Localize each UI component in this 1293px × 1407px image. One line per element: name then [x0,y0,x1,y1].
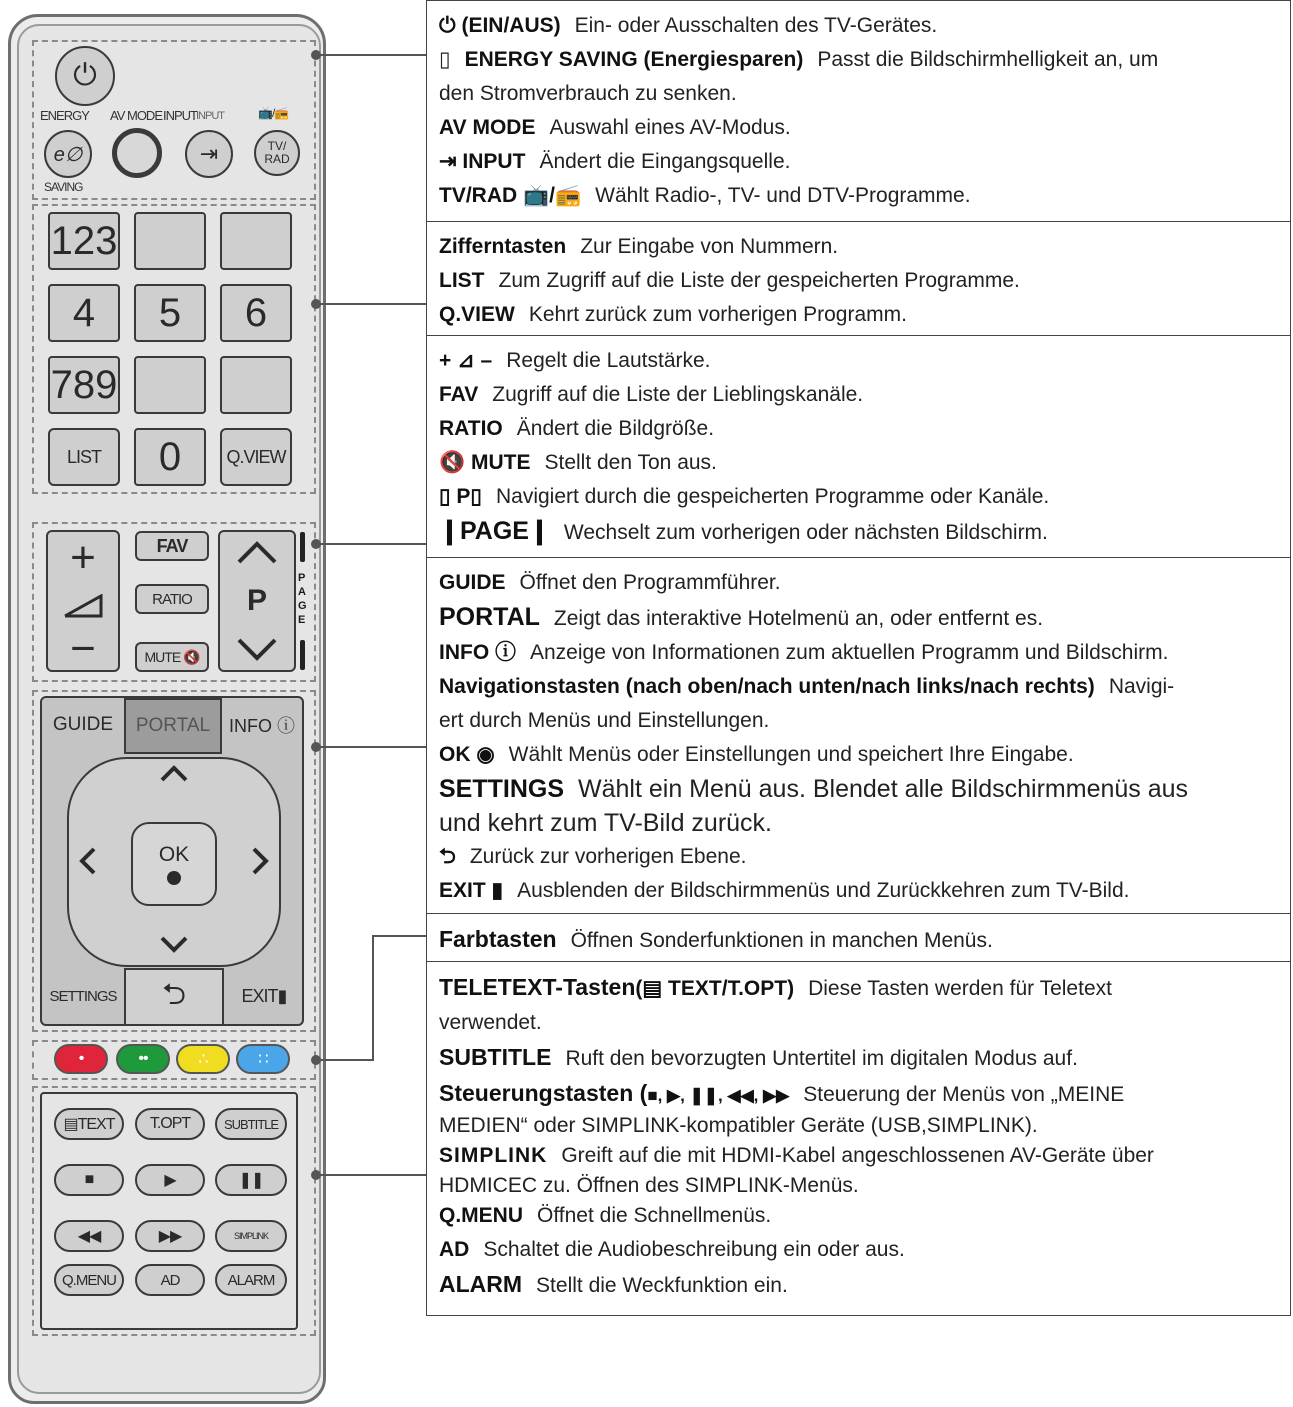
text-fav: Zugriff auf die Liste der Lieblingskanäle. [492,383,864,406]
program-rocker[interactable] [218,530,296,672]
key-back: ⮌ [439,845,456,868]
volume-plus-icon: + [70,533,96,582]
key-settings: SETTINGS [439,775,565,803]
fav-button[interactable]: FAV [135,531,209,561]
desc-input [439,145,1278,179]
desc-av-mode [439,111,1278,145]
key-power: ⏻ (EIN/AUS) [439,14,561,37]
connector-line-1 [318,54,426,56]
portal-button[interactable]: PORTAL [124,698,222,754]
chevron-up-icon [235,540,279,564]
digit-key-2[interactable] [134,212,206,270]
p-label: P [246,584,267,617]
section-volume [427,336,1290,558]
input-button[interactable]: ⇥ [185,130,233,178]
ratio-button[interactable]: RATIO [135,584,209,614]
desc-q-view [439,298,1278,332]
text-ratio: Ändert die Bildgröße. [516,417,715,440]
connector-line-3 [318,543,426,545]
nav-down-icon[interactable] [158,934,190,956]
desc-simplink-cont [439,1173,1278,1199]
text-av-mode: Auswahl eines AV-Modus. [549,116,791,139]
ok-button[interactable] [131,822,217,906]
text-mute: Stellt den Ton aus. [544,451,717,474]
rewind-button[interactable]: ◀◀ [54,1220,124,1252]
desc-ok [439,738,1278,772]
desc-ratio [439,412,1278,446]
key-fav: FAV [439,383,479,406]
key-teletext-sub: (▤ TEXT/T.OPT) [635,977,795,1000]
text-teletext: Diese Tasten werden für Teletext [808,977,1112,1000]
key-subtitle: SUBTITLE [439,1044,552,1070]
section-colors [427,914,1290,962]
page-letter-p: P [298,572,306,584]
text-control: Steuerung der Menüs von „MEINE [803,1083,1125,1106]
text-portal: Zeigt das interaktive Hotelmenü an, oder entfernt es. [553,607,1044,630]
text-digits: Zur Eingabe von Nummern. [580,235,839,258]
text-ad: Schaltet die Audiobeschreibung ein oder aus. [483,1238,905,1261]
key-info: INFO ⓘ [439,641,516,664]
q-menu-button[interactable]: Q.MENU [54,1264,124,1296]
text-simplink-cont: HDMICEC zu. Öffnen des SIMPLINK-Menüs. [439,1174,859,1197]
key-alarm: ALARM [439,1271,523,1297]
section-navigation [427,558,1290,914]
text-teletext-cont: verwendet. [439,1011,542,1034]
text-settings-cont: und kehrt zum TV-Bild zurück. [439,809,773,837]
control-icons: ■, ▶, ❚❚, ◀◀, ▶▶ [647,1086,790,1105]
subtitle-button[interactable]: SUBTITLE [215,1108,287,1140]
volume-icon [63,594,103,618]
key-page: ❙PAGE❙ [439,517,550,545]
text-control-cont: MEDIEN“ oder SIMPLINK-kompatibler Geräte (USB,SIMPLINK). [439,1114,1038,1137]
mute-button[interactable]: MUTE 🔇 [135,642,209,672]
nav-left-icon[interactable] [76,845,98,877]
desc-portal [439,600,1278,636]
key-ad: AD [439,1238,470,1261]
av-mode-label: AV MODE [110,108,162,123]
digit-key-3[interactable] [220,212,292,270]
key-teletext: TELETEXT-Tasten [439,974,636,1000]
section-numbers [427,222,1290,336]
desc-digits [439,230,1278,264]
desc-teletext-cont [439,1006,1278,1040]
desc-control-cont [439,1113,1278,1139]
key-portal: PORTAL [439,603,540,631]
page-letter-e: E [298,614,306,626]
text-q-menu: Öffnet die Schnellmenüs. [537,1204,772,1227]
digit-key-5[interactable]: 5 [134,284,206,342]
simplink-button[interactable]: SIMPLINK [215,1220,287,1252]
digit-key-1[interactable]: 123 [48,212,120,270]
desc-program [439,480,1278,514]
desc-exit [439,874,1278,908]
back-button[interactable]: ⮌ [126,968,224,1024]
nav-up-icon[interactable] [158,762,190,784]
saving-label: SAVING [44,180,83,194]
desc-ad [439,1233,1278,1267]
desc-settings-cont [439,806,1278,840]
t-opt-button[interactable]: T.OPT [135,1108,205,1140]
settings-button[interactable]: SETTINGS [42,968,126,1024]
page-button[interactable] [298,532,314,672]
text-alarm: Stellt die Weckfunktion ein. [536,1274,788,1297]
desc-teletext [439,970,1278,1006]
text-settings: Wählt ein Menü aus. Blendet alle Bildschirmmenüs aus [578,775,1189,803]
pause-button[interactable]: ❚❚ [215,1164,287,1196]
text-volume: Regelt die Lautstärke. [506,349,711,372]
text-back: Zurück zur vorherigen Ebene. [469,845,747,868]
desc-nav-keys-cont [439,704,1278,738]
desc-page [439,514,1278,550]
page-letter-g: G [298,600,307,612]
digit-key-6[interactable]: 6 [220,284,292,342]
digit-key-7[interactable]: 789 [48,356,120,414]
digit-key-0[interactable]: 0 [134,428,206,486]
text-program: Navigiert durch die gespeicherten Programme oder Kanäle. [495,485,1050,508]
stop-button[interactable]: ■ [54,1164,124,1196]
key-energy: ENERGY SAVING (Energiesparen) [464,48,804,71]
text-guide: Öffnet den Programmführer. [519,571,781,594]
desc-list [439,264,1278,298]
exit-button[interactable]: EXIT▮ [241,985,287,1006]
energy-label: ENERGY [40,108,89,123]
digit-key-9[interactable] [220,356,292,414]
text-info: Anzeige von Informationen zum aktuellen Programm und Bildschirm. [530,641,1169,664]
desc-fav [439,378,1278,412]
desc-alarm [439,1267,1278,1303]
yellow-button[interactable]: ∴ [176,1044,230,1074]
desc-info [439,636,1278,670]
ok-dot-icon [167,871,181,885]
key-digits: Zifferntasten [439,235,567,258]
ok-label: OK [158,843,190,866]
text-button[interactable]: ▤TEXT [54,1108,124,1140]
text-input: Ändert die Eingangsquelle. [539,150,791,173]
description-table [426,0,1291,1316]
desc-energy-cont [439,77,1278,111]
q-view-button[interactable]: Q.VIEW [220,428,292,486]
page-bar-bottom [300,640,305,670]
digit-key-8[interactable] [134,356,206,414]
green-button[interactable]: •• [116,1044,170,1074]
desc-simplink [439,1139,1278,1173]
energy-icon: ▯ [439,48,451,71]
connector-line-5b [372,935,374,1061]
key-av-mode: AV MODE [439,116,536,139]
key-simplink: SIMPLINK [439,1144,548,1167]
text-power: Ein- oder Ausschalten des TV-Gerätes. [574,14,938,37]
connector-line-2 [318,303,426,305]
volume-minus-icon: − [70,624,96,673]
input-label-b: INPUT [196,110,224,122]
key-exit: EXIT ▮ [439,879,504,902]
connector-line-6 [318,1174,426,1176]
text-page: Wechselt zum vorherigen oder nächsten Bildschirm. [563,521,1048,544]
key-control: Steuerungstasten ( [439,1080,648,1106]
power-button[interactable]: ⏻ [55,46,115,106]
desc-power [439,9,1278,43]
key-input: ⇥ INPUT [439,150,526,173]
text-list: Zum Zugriff auf die Liste der gespeicherten Programme. [498,269,1020,292]
page-letter-a: A [298,586,306,598]
chevron-down-icon [235,638,279,662]
text-subtitle: Ruft den bevorzugten Untertitel im digitalen Modus auf. [565,1047,1078,1070]
section-power [427,0,1290,222]
text-nav-keys-cont: ert durch Menüs und Einstellungen. [439,709,770,732]
key-mute: 🔇 MUTE [439,451,531,474]
key-colors: Farbtasten [439,926,557,952]
alarm-button[interactable]: ALARM [215,1264,287,1296]
key-volume: + ⊿ – [439,349,493,372]
text-simplink: Greift auf die mit HDMI-Kabel angeschlossenen AV-Geräte über [561,1144,1154,1167]
energy-saving-button[interactable]: e∅ [44,130,92,178]
text-nav-keys: Navigi- [1108,675,1175,698]
text-ok: Wählt Menüs oder Einstellungen und speichert Ihre Eingabe. [508,743,1074,766]
desc-q-menu [439,1199,1278,1233]
key-ok: OK ◉ [439,743,495,766]
nav-right-icon[interactable] [250,845,272,877]
text-exit: Ausblenden der Bildschirmmenüs und Zurückkehren zum TV-Bild. [517,879,1130,902]
key-nav-keys: Navigationstasten (nach oben/nach unten/nach links/nach rechts) [439,675,1095,698]
section-teletext [427,962,1290,1316]
info-button[interactable]: INFO ⓘ [229,716,295,736]
connector-line-4 [318,746,426,748]
connector-line-5a [318,1059,374,1061]
tv-rad-icon-label: 📺/📻 [258,106,289,120]
text-colors: Öffnen Sonderfunktionen in manchen Menüs. [570,929,993,952]
ad-button[interactable]: AD [135,1264,205,1296]
desc-settings [439,772,1278,806]
blue-button[interactable]: ∷ [236,1044,290,1074]
key-guide: GUIDE [439,571,506,594]
desc-nav-keys [439,670,1278,704]
text-q-view: Kehrt zurück zum vorherigen Programm. [528,303,907,326]
list-button[interactable]: LIST [48,428,120,486]
desc-guide [439,566,1278,600]
digit-key-4[interactable]: 4 [48,284,120,342]
connector-line-5c [372,935,426,937]
desc-back [439,840,1278,874]
red-button[interactable]: • [54,1044,108,1074]
play-button[interactable]: ▶ [135,1164,205,1196]
tv-rad-button[interactable]: TV/ RAD [254,130,300,176]
key-q-view: Q.VIEW [439,303,515,326]
key-tv-rad: TV/RAD 📺/📻 [439,184,582,207]
desc-subtitle [439,1040,1278,1076]
text-energy-cont: den Stromverbrauch zu senken. [439,82,737,105]
key-list: LIST [439,269,485,292]
desc-tv-rad [439,179,1278,213]
volume-rocker[interactable] [46,530,120,672]
guide-button[interactable]: GUIDE [52,714,114,735]
desc-mute [439,446,1278,480]
text-tv-rad: Wählt Radio-, TV- und DTV-Programme. [595,184,971,207]
text-energy: Passt die Bildschirmhelligkeit an, um [817,48,1159,71]
key-ratio: RATIO [439,417,503,440]
page-bar-top [300,532,305,562]
desc-colors [439,922,1278,958]
fast-forward-button[interactable]: ▶▶ [135,1220,205,1252]
key-q-menu: Q.MENU [439,1204,523,1227]
desc-control [439,1076,1278,1113]
key-program: ▯ P▯ [439,485,482,508]
desc-energy [439,43,1278,77]
av-mode-button[interactable] [112,128,162,178]
input-label-a: INPUT [163,108,197,123]
desc-volume [439,344,1278,378]
